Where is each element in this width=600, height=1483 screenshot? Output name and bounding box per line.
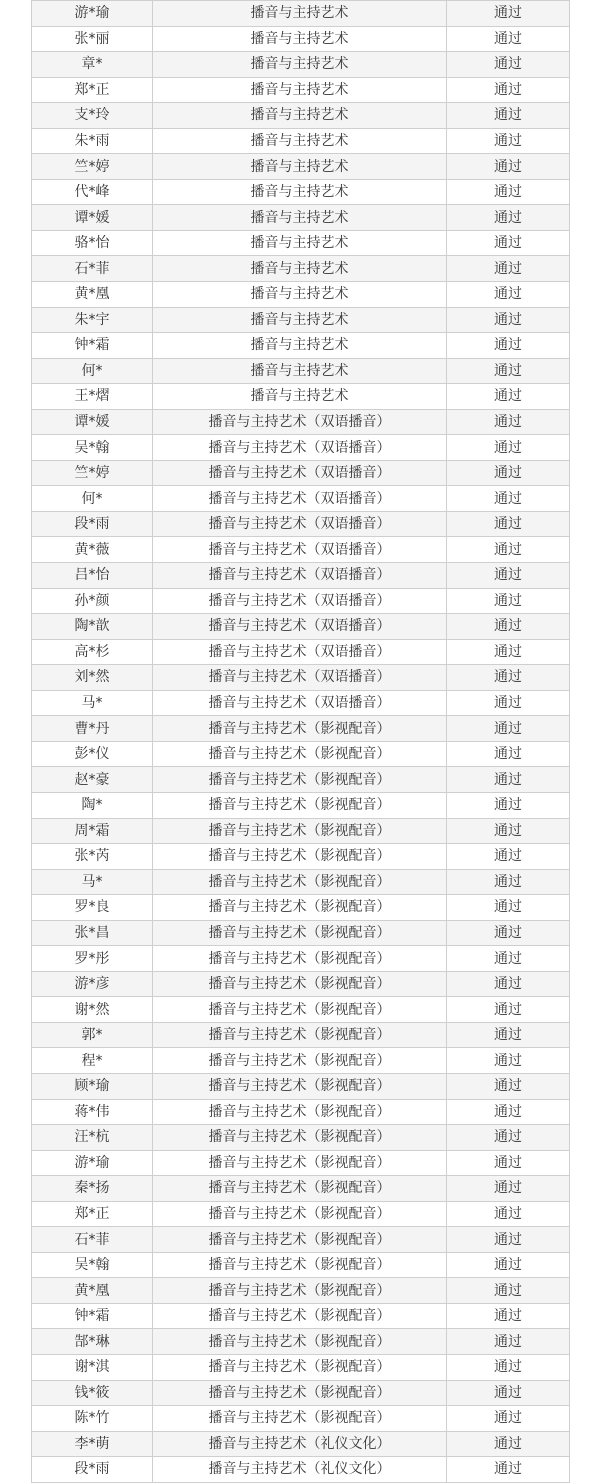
student-name-cell: 彭*仪 bbox=[32, 741, 153, 767]
table-row bbox=[32, 1099, 570, 1125]
student-name-cell: 陶* bbox=[32, 792, 153, 818]
major-cell: 播音与主持艺术（影视配音） bbox=[153, 818, 447, 844]
major-cell: 播音与主持艺术 bbox=[153, 205, 447, 231]
result-cell: 通过 bbox=[447, 869, 570, 895]
result-cell: 通过 bbox=[447, 103, 570, 129]
table-row bbox=[32, 384, 570, 410]
major-cell: 播音与主持艺术 bbox=[153, 52, 447, 78]
result-cell: 通过 bbox=[447, 946, 570, 972]
table-row bbox=[32, 1380, 570, 1406]
result-cell: 通过 bbox=[447, 435, 570, 461]
major-cell: 播音与主持艺术（礼仪文化） bbox=[153, 1431, 447, 1457]
student-name-cell: 曹*丹 bbox=[32, 716, 153, 742]
student-name-cell: 黄*凰 bbox=[32, 1278, 153, 1304]
student-name-cell: 朱*雨 bbox=[32, 128, 153, 154]
table-row bbox=[32, 77, 570, 103]
major-cell: 播音与主持艺术（影视配音） bbox=[153, 1227, 447, 1253]
table-row bbox=[32, 1354, 570, 1380]
table-row bbox=[32, 333, 570, 359]
student-name-cell: 吕*怡 bbox=[32, 563, 153, 589]
student-name-cell: 谢*淇 bbox=[32, 1354, 153, 1380]
result-cell: 通过 bbox=[447, 1150, 570, 1176]
table-row bbox=[32, 1201, 570, 1227]
result-cell: 通过 bbox=[447, 307, 570, 333]
result-cell: 通过 bbox=[447, 1278, 570, 1304]
result-cell: 通过 bbox=[447, 1431, 570, 1457]
student-name-cell: 郑*正 bbox=[32, 77, 153, 103]
results-table bbox=[31, 0, 570, 1483]
table-row bbox=[32, 997, 570, 1023]
major-cell: 播音与主持艺术 bbox=[153, 384, 447, 410]
student-name-cell: 骆*怡 bbox=[32, 230, 153, 256]
student-name-cell: 谢*然 bbox=[32, 997, 153, 1023]
table-row bbox=[32, 1125, 570, 1151]
student-name-cell: 游*瑜 bbox=[32, 1150, 153, 1176]
table-row bbox=[32, 665, 570, 691]
major-cell: 播音与主持艺术 bbox=[153, 128, 447, 154]
major-cell: 播音与主持艺术（影视配音） bbox=[153, 767, 447, 793]
student-name-cell: 黄*凰 bbox=[32, 282, 153, 308]
table-row bbox=[32, 563, 570, 589]
result-cell: 通过 bbox=[447, 128, 570, 154]
major-cell: 播音与主持艺术（影视配音） bbox=[153, 920, 447, 946]
major-cell: 播音与主持艺术（影视配音） bbox=[153, 1150, 447, 1176]
table-row bbox=[32, 614, 570, 640]
student-name-cell: 章* bbox=[32, 52, 153, 78]
result-cell: 通过 bbox=[447, 818, 570, 844]
result-cell: 通过 bbox=[447, 1073, 570, 1099]
table-row bbox=[32, 1150, 570, 1176]
major-cell: 播音与主持艺术（影视配音） bbox=[153, 1176, 447, 1202]
result-cell: 通过 bbox=[447, 792, 570, 818]
result-cell: 通过 bbox=[447, 77, 570, 103]
table-row bbox=[32, 511, 570, 537]
student-name-cell: 石*菲 bbox=[32, 1227, 153, 1253]
student-name-cell: 罗*良 bbox=[32, 895, 153, 921]
table-row bbox=[32, 1278, 570, 1304]
result-cell: 通过 bbox=[447, 895, 570, 921]
result-cell: 通过 bbox=[447, 333, 570, 359]
result-cell: 通过 bbox=[447, 1457, 570, 1483]
major-cell: 播音与主持艺术 bbox=[153, 256, 447, 282]
major-cell: 播音与主持艺术（影视配音） bbox=[153, 1125, 447, 1151]
major-cell: 播音与主持艺术（影视配音） bbox=[153, 895, 447, 921]
student-name-cell: 代*峰 bbox=[32, 179, 153, 205]
major-cell: 播音与主持艺术（双语播音） bbox=[153, 486, 447, 512]
result-cell: 通过 bbox=[447, 588, 570, 614]
student-name-cell: 赵*豪 bbox=[32, 767, 153, 793]
table-row bbox=[32, 103, 570, 129]
result-cell: 通过 bbox=[447, 665, 570, 691]
major-cell: 播音与主持艺术（影视配音） bbox=[153, 1303, 447, 1329]
major-cell: 播音与主持艺术（影视配音） bbox=[153, 792, 447, 818]
table-row bbox=[32, 537, 570, 563]
table-row bbox=[32, 1252, 570, 1278]
major-cell: 播音与主持艺术（影视配音） bbox=[153, 1278, 447, 1304]
table-row bbox=[32, 179, 570, 205]
table-row bbox=[32, 588, 570, 614]
student-name-cell: 何* bbox=[32, 486, 153, 512]
major-cell: 播音与主持艺术 bbox=[153, 1, 447, 27]
student-name-cell: 郭* bbox=[32, 1022, 153, 1048]
student-name-cell: 张*芮 bbox=[32, 844, 153, 870]
result-cell: 通过 bbox=[447, 282, 570, 308]
table-row bbox=[32, 818, 570, 844]
result-cell: 通过 bbox=[447, 741, 570, 767]
major-cell: 播音与主持艺术（礼仪文化） bbox=[153, 1457, 447, 1483]
table-row bbox=[32, 282, 570, 308]
major-cell: 播音与主持艺术 bbox=[153, 358, 447, 384]
major-cell: 播音与主持艺术（影视配音） bbox=[153, 1406, 447, 1432]
major-cell: 播音与主持艺术（影视配音） bbox=[153, 716, 447, 742]
result-cell: 通过 bbox=[447, 1329, 570, 1355]
student-name-cell: 张*丽 bbox=[32, 26, 153, 52]
student-name-cell: 郑*正 bbox=[32, 1201, 153, 1227]
student-name-cell: 王*熠 bbox=[32, 384, 153, 410]
result-cell: 通过 bbox=[447, 690, 570, 716]
student-name-cell: 黄*薇 bbox=[32, 537, 153, 563]
major-cell: 播音与主持艺术 bbox=[153, 282, 447, 308]
major-cell: 播音与主持艺术（影视配音） bbox=[153, 1354, 447, 1380]
major-cell: 播音与主持艺术 bbox=[153, 179, 447, 205]
major-cell: 播音与主持艺术 bbox=[153, 77, 447, 103]
result-cell: 通过 bbox=[447, 1406, 570, 1432]
result-cell: 通过 bbox=[447, 716, 570, 742]
result-cell: 通过 bbox=[447, 537, 570, 563]
table-row bbox=[32, 230, 570, 256]
result-cell: 通过 bbox=[447, 1380, 570, 1406]
student-name-cell: 罗*彤 bbox=[32, 946, 153, 972]
result-cell: 通过 bbox=[447, 358, 570, 384]
student-name-cell: 段*雨 bbox=[32, 1457, 153, 1483]
major-cell: 播音与主持艺术（影视配音） bbox=[153, 1073, 447, 1099]
major-cell: 播音与主持艺术（双语播音） bbox=[153, 588, 447, 614]
result-cell: 通过 bbox=[447, 179, 570, 205]
result-cell: 通过 bbox=[447, 154, 570, 180]
result-cell: 通过 bbox=[447, 1252, 570, 1278]
table-row bbox=[32, 154, 570, 180]
major-cell: 播音与主持艺术（双语播音） bbox=[153, 639, 447, 665]
result-cell: 通过 bbox=[447, 997, 570, 1023]
student-name-cell: 钟*霜 bbox=[32, 333, 153, 359]
student-name-cell: 秦*扬 bbox=[32, 1176, 153, 1202]
table-row bbox=[32, 1431, 570, 1457]
student-name-cell: 支*玲 bbox=[32, 103, 153, 129]
student-name-cell: 游*瑜 bbox=[32, 1, 153, 27]
table-row bbox=[32, 1329, 570, 1355]
table-row bbox=[32, 52, 570, 78]
table-row bbox=[32, 920, 570, 946]
student-name-cell: 朱*宇 bbox=[32, 307, 153, 333]
result-cell: 通过 bbox=[447, 1354, 570, 1380]
student-name-cell: 陶*歆 bbox=[32, 614, 153, 640]
result-cell: 通过 bbox=[447, 1022, 570, 1048]
result-cell: 通过 bbox=[447, 844, 570, 870]
major-cell: 播音与主持艺术（双语播音） bbox=[153, 537, 447, 563]
major-cell: 播音与主持艺术（双语播音） bbox=[153, 614, 447, 640]
major-cell: 播音与主持艺术（影视配音） bbox=[153, 1099, 447, 1125]
table-row bbox=[32, 1406, 570, 1432]
result-cell: 通过 bbox=[447, 1227, 570, 1253]
result-cell: 通过 bbox=[447, 384, 570, 410]
table-row bbox=[32, 690, 570, 716]
major-cell: 播音与主持艺术（影视配音） bbox=[153, 1252, 447, 1278]
result-cell: 通过 bbox=[447, 563, 570, 589]
major-cell: 播音与主持艺术 bbox=[153, 103, 447, 129]
table-row bbox=[32, 1, 570, 27]
student-name-cell: 谭*媛 bbox=[32, 205, 153, 231]
major-cell: 播音与主持艺术（影视配音） bbox=[153, 971, 447, 997]
major-cell: 播音与主持艺术（影视配音） bbox=[153, 869, 447, 895]
result-cell: 通过 bbox=[447, 614, 570, 640]
major-cell: 播音与主持艺术（影视配音） bbox=[153, 844, 447, 870]
table-row bbox=[32, 435, 570, 461]
table-row bbox=[32, 358, 570, 384]
result-cell: 通过 bbox=[447, 1, 570, 27]
student-name-cell: 何* bbox=[32, 358, 153, 384]
major-cell: 播音与主持艺术（影视配音） bbox=[153, 946, 447, 972]
major-cell: 播音与主持艺术（影视配音） bbox=[153, 997, 447, 1023]
result-cell: 通过 bbox=[447, 256, 570, 282]
table-row bbox=[32, 716, 570, 742]
major-cell: 播音与主持艺术（影视配音） bbox=[153, 1022, 447, 1048]
result-cell: 通过 bbox=[447, 26, 570, 52]
result-cell: 通过 bbox=[447, 511, 570, 537]
student-name-cell: 钱*筱 bbox=[32, 1380, 153, 1406]
major-cell: 播音与主持艺术 bbox=[153, 230, 447, 256]
table-row bbox=[32, 205, 570, 231]
table-row bbox=[32, 460, 570, 486]
student-name-cell: 钟*霜 bbox=[32, 1303, 153, 1329]
student-name-cell: 程* bbox=[32, 1048, 153, 1074]
student-name-cell: 顾*瑜 bbox=[32, 1073, 153, 1099]
table-row bbox=[32, 971, 570, 997]
major-cell: 播音与主持艺术（双语播音） bbox=[153, 435, 447, 461]
student-name-cell: 汪*杭 bbox=[32, 1125, 153, 1151]
table-row bbox=[32, 1073, 570, 1099]
table-row bbox=[32, 844, 570, 870]
student-name-cell: 竺*婷 bbox=[32, 154, 153, 180]
result-cell: 通过 bbox=[447, 1201, 570, 1227]
result-cell: 通过 bbox=[447, 971, 570, 997]
table-row bbox=[32, 409, 570, 435]
result-cell: 通过 bbox=[447, 460, 570, 486]
student-name-cell: 郜*琳 bbox=[32, 1329, 153, 1355]
student-name-cell: 段*雨 bbox=[32, 511, 153, 537]
result-cell: 通过 bbox=[447, 205, 570, 231]
major-cell: 播音与主持艺术（影视配音） bbox=[153, 1380, 447, 1406]
table-row bbox=[32, 767, 570, 793]
result-cell: 通过 bbox=[447, 639, 570, 665]
table-row bbox=[32, 1176, 570, 1202]
result-cell: 通过 bbox=[447, 920, 570, 946]
major-cell: 播音与主持艺术（影视配音） bbox=[153, 1048, 447, 1074]
student-name-cell: 高*杉 bbox=[32, 639, 153, 665]
result-cell: 通过 bbox=[447, 767, 570, 793]
student-name-cell: 张*昌 bbox=[32, 920, 153, 946]
table-row bbox=[32, 1048, 570, 1074]
student-name-cell: 谭*媛 bbox=[32, 409, 153, 435]
student-name-cell: 马* bbox=[32, 690, 153, 716]
major-cell: 播音与主持艺术（影视配音） bbox=[153, 1329, 447, 1355]
result-cell: 通过 bbox=[447, 409, 570, 435]
result-cell: 通过 bbox=[447, 486, 570, 512]
table-row bbox=[32, 895, 570, 921]
table-row bbox=[32, 26, 570, 52]
student-name-cell: 游*彦 bbox=[32, 971, 153, 997]
result-cell: 通过 bbox=[447, 230, 570, 256]
major-cell: 播音与主持艺术（双语播音） bbox=[153, 409, 447, 435]
table-row bbox=[32, 1022, 570, 1048]
major-cell: 播音与主持艺术 bbox=[153, 333, 447, 359]
student-name-cell: 孙*颜 bbox=[32, 588, 153, 614]
result-cell: 通过 bbox=[447, 1048, 570, 1074]
table-row bbox=[32, 639, 570, 665]
table-row bbox=[32, 256, 570, 282]
result-cell: 通过 bbox=[447, 1099, 570, 1125]
student-name-cell: 陈*竹 bbox=[32, 1406, 153, 1432]
result-cell: 通过 bbox=[447, 1176, 570, 1202]
major-cell: 播音与主持艺术（影视配音） bbox=[153, 1201, 447, 1227]
major-cell: 播音与主持艺术（双语播音） bbox=[153, 511, 447, 537]
table-row bbox=[32, 486, 570, 512]
student-name-cell: 李*萌 bbox=[32, 1431, 153, 1457]
student-name-cell: 刘*然 bbox=[32, 665, 153, 691]
table-row bbox=[32, 128, 570, 154]
table-row bbox=[32, 1303, 570, 1329]
table-row bbox=[32, 869, 570, 895]
table-row bbox=[32, 307, 570, 333]
results-table-body bbox=[32, 1, 570, 1483]
student-name-cell: 竺*婷 bbox=[32, 460, 153, 486]
table-row bbox=[32, 792, 570, 818]
student-name-cell: 周*霜 bbox=[32, 818, 153, 844]
student-name-cell: 吴*翰 bbox=[32, 1252, 153, 1278]
result-cell: 通过 bbox=[447, 1125, 570, 1151]
table-row bbox=[32, 946, 570, 972]
table-row bbox=[32, 1457, 570, 1483]
student-name-cell: 马* bbox=[32, 869, 153, 895]
major-cell: 播音与主持艺术 bbox=[153, 26, 447, 52]
result-cell: 通过 bbox=[447, 1303, 570, 1329]
table-row bbox=[32, 1227, 570, 1253]
major-cell: 播音与主持艺术（影视配音） bbox=[153, 741, 447, 767]
major-cell: 播音与主持艺术 bbox=[153, 307, 447, 333]
result-cell: 通过 bbox=[447, 52, 570, 78]
major-cell: 播音与主持艺术（双语播音） bbox=[153, 563, 447, 589]
student-name-cell: 蒋*伟 bbox=[32, 1099, 153, 1125]
student-name-cell: 吴*翰 bbox=[32, 435, 153, 461]
major-cell: 播音与主持艺术（双语播音） bbox=[153, 460, 447, 486]
student-name-cell: 石*菲 bbox=[32, 256, 153, 282]
major-cell: 播音与主持艺术（双语播音） bbox=[153, 690, 447, 716]
major-cell: 播音与主持艺术 bbox=[153, 154, 447, 180]
table-row bbox=[32, 741, 570, 767]
major-cell: 播音与主持艺术（双语播音） bbox=[153, 665, 447, 691]
